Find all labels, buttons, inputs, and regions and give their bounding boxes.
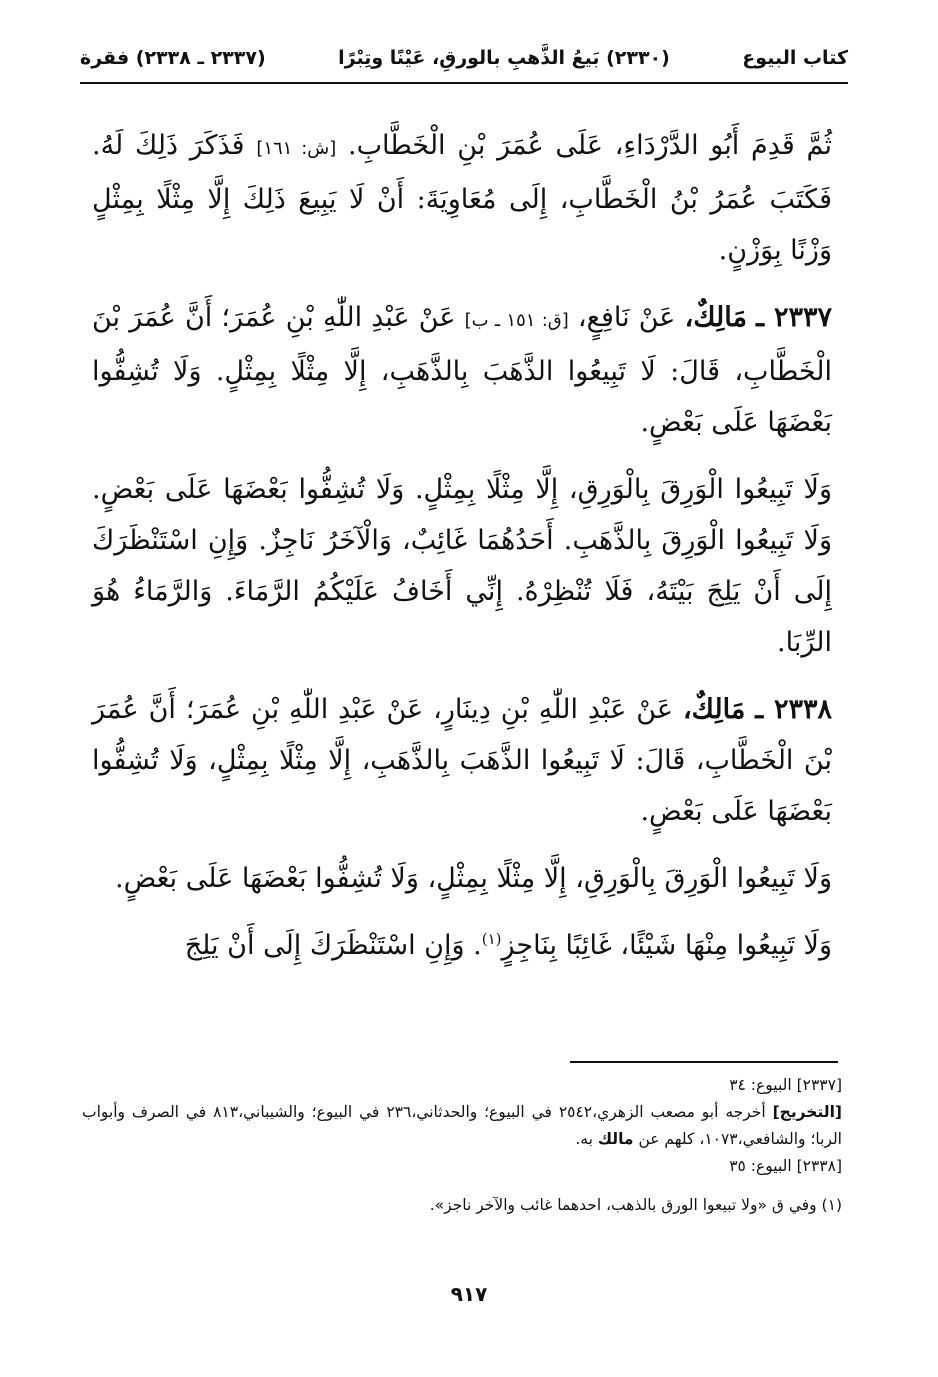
text-run: عَنْ عَبْدِ اللّٰهِ بْنِ دِينَارٍ، عَنْ عَبْدِ اللّٰهِ بْنِ عُمَرَ؛ أَنَّ عُمَرَ بْنَ الْخَطَّابِ، قَالَ: لَا تَبِيعُوا الذَّهَبَ بِالذَّهَبِ، إِلَّا مِثْلًا بِمِثْلٍ، وَلَا تُشِفُّوا بَعْضَهَا عَلَى بَعْضٍ. xyxy=(92,694,832,827)
text-run: عَنْ عَبْدِ اللّٰهِ بْنِ عُمَرَ؛ أَنَّ عُمَرَ بْنَ الْخَطَّابِ، قَالَ: لَا تَبِيعُوا الذَّهَبَ بِالذَّهَبِ، إِلَّا مِثْلًا بِمِثْلٍ. وَلَا تُشِفُّوا بَعْضَهَا عَلَى بَعْضٍ. xyxy=(92,302,832,438)
text-run: . وَإِنِ اسْتَنْظَرَكَ إِلَى أَنْ يَلِجَ xyxy=(184,930,482,961)
footnote-source-2338: [٢٣٣٨] البيوع: ٣٥ xyxy=(729,1157,842,1175)
text-run: عَنْ نَافِعٍ، xyxy=(577,302,676,333)
paragraph-number: ٢٣٣٨ ـ xyxy=(755,694,832,725)
footnote-rule xyxy=(570,1061,838,1063)
footnote-1: (١) وفي ق «ولا تبيعوا الورق بالذهب، احدهما غائب والآخر ناجز». xyxy=(429,1196,842,1214)
manuscript-reference: [ش: ١٦١] xyxy=(256,138,337,159)
page-number: ٩١٧ xyxy=(450,1282,488,1306)
text-run: فَذَكَرَ ذَلِكَ لَهُ. فَكَتَبَ عُمَرُ بْنُ الْخَطَّابِ، إِلَى مُعَاوِيَةَ: أَنْ لَا يَبِيعَ ذَلِكَ إِلَّا مِثْلًا بِمِثْلٍ وَزْنًا بِوَزْنٍ. xyxy=(92,130,832,266)
paragraph-2337-continued xyxy=(92,464,832,668)
narrator-name: مَالِكٌ، xyxy=(682,694,746,725)
text-run: وَلَا تَبِيعُوا الْوَرِقَ بِالْوَرِقِ، إِلَّا مِثْلًا بِمِثْلٍ. وَلَا تُشِفُّوا بَعْضَهَا عَلَى بَعْضٍ. وَلَا تَبِيعُوا الْوَرِقَ بِالذَّهَبِ. أَحَدُهُمَا غَائِبٌ، وَالْآخَرُ نَاجِزٌ. وَإِنِ اسْتَنْظَرَكَ إِلَى أَنْ يَلِجَ بَيْتَهُ، فَلَا تُنْظِرْهُ. إِنِّي أَخَافُ عَلَيْكُمُ الرَّمَاءَ. وَالرَّمَاءُ هُوَ الرِّبَا. xyxy=(92,474,832,658)
takhrij-end: به. xyxy=(575,1130,593,1148)
header-paragraph-range: (٢٣٣٧ ـ ٢٣٣٨) فقرة xyxy=(80,47,266,69)
takhrij-text: أخرجه أبو مصعب الزهري،٢٥٤٢ في البيوع؛ والحدثاني،٢٣٦ في البيوع؛ والشيباني،٨١٣ في الصرف وأبواب الربا؛ والشافعي،١٠٧٣، كلهم عن xyxy=(82,1103,842,1148)
paragraph-2338 xyxy=(92,684,832,837)
footnote-takhrij xyxy=(82,1099,842,1153)
paragraph-2338-continued-2 xyxy=(92,920,832,971)
running-header xyxy=(80,38,848,78)
takhrij-narrator: مالك xyxy=(597,1130,634,1148)
takhrij-label: [التخريج] xyxy=(772,1103,842,1121)
paragraph-2338-continued xyxy=(92,853,832,904)
paragraph-continuation xyxy=(92,120,832,276)
narrator-name: مَالِكٌ، xyxy=(684,302,747,333)
paragraph-2337 xyxy=(92,292,832,448)
text-run: ثُمَّ قَدِمَ أَبُو الدَّرْدَاءِ، عَلَى عُمَرَ بْنِ الْخَطَّابِ. xyxy=(348,130,833,161)
footnote-source-2337: [٢٣٣٧] البيوع: ٣٤ xyxy=(729,1076,842,1094)
paragraph-number: ٢٣٣٧ ـ xyxy=(756,302,832,333)
header-rule xyxy=(80,82,848,84)
manuscript-reference: [ق: ١٥١ ـ ب] xyxy=(464,310,569,331)
footnotes xyxy=(82,1072,842,1219)
text-run: وَلَا تَبِيعُوا مِنْهَا شَيْئًا، غَائِبًا بِنَاجِزٍ xyxy=(501,930,832,961)
main-text xyxy=(92,120,832,987)
header-chapter-title: (٢٣٣٠) بَيعُ الذَّهبِ بالورقِ، عَيْنًا وتِبْرًا xyxy=(338,47,670,69)
footnote-marker[interactable]: (١) xyxy=(481,930,502,948)
header-book-title: كتاب البيوع xyxy=(742,47,848,69)
text-run: وَلَا تَبِيعُوا الْوَرِقَ بِالْوَرِقِ، إِلَّا مِثْلًا بِمِثْلٍ، وَلَا تُشِفُّوا بَعْضَهَا عَلَى بَعْضٍ. xyxy=(115,863,832,894)
